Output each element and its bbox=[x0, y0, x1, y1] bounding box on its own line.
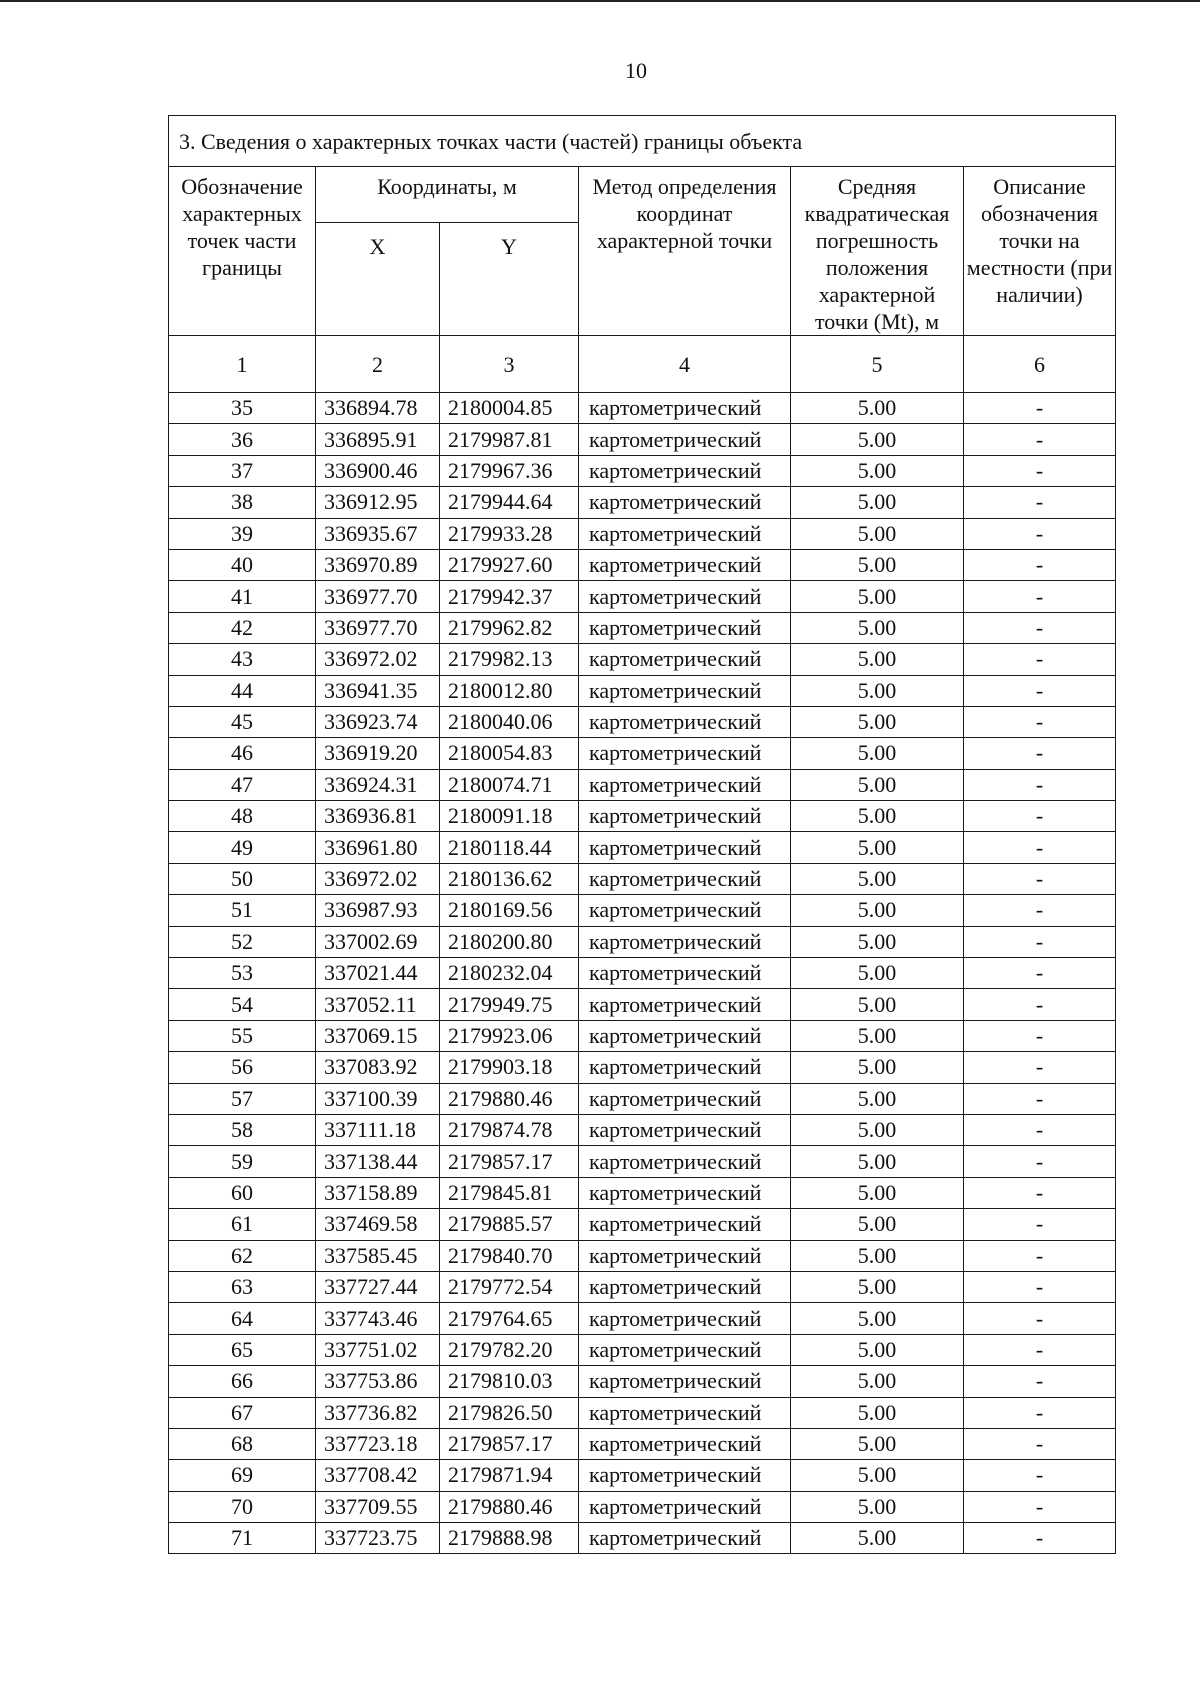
error-cell: 5.00 bbox=[791, 455, 964, 486]
method-cell: картометрический bbox=[579, 769, 791, 800]
point-number-cell: 66 bbox=[169, 1366, 316, 1397]
y-coordinate-cell: 2180040.06 bbox=[440, 706, 579, 737]
error-cell: 5.00 bbox=[791, 581, 964, 612]
error-cell: 5.00 bbox=[791, 612, 964, 643]
table-caption: 3. Сведения о характерных точках части (частей) границы объекта bbox=[169, 116, 1116, 167]
y-coordinate-cell: 2179782.20 bbox=[440, 1334, 579, 1365]
header-description: Описание обозначения точки на местности (при наличии) bbox=[964, 167, 1116, 336]
y-coordinate-cell: 2179923.06 bbox=[440, 1020, 579, 1051]
x-coordinate-cell: 337723.75 bbox=[316, 1523, 440, 1554]
method-cell: картометрический bbox=[579, 1083, 791, 1114]
description-cell: - bbox=[964, 1428, 1116, 1459]
method-cell: картометрический bbox=[579, 581, 791, 612]
table-row bbox=[169, 1491, 1116, 1522]
error-cell: 5.00 bbox=[791, 706, 964, 737]
error-cell: 5.00 bbox=[791, 1146, 964, 1177]
table-row bbox=[169, 958, 1116, 989]
y-coordinate-cell: 2179880.46 bbox=[440, 1491, 579, 1522]
column-number: 5 bbox=[791, 336, 964, 393]
table-row bbox=[169, 1460, 1116, 1491]
method-cell: картометрический bbox=[579, 801, 791, 832]
y-coordinate-cell: 2179888.98 bbox=[440, 1523, 579, 1554]
description-cell: - bbox=[964, 644, 1116, 675]
description-cell: - bbox=[964, 1052, 1116, 1083]
y-coordinate-cell: 2180118.44 bbox=[440, 832, 579, 863]
table-row bbox=[169, 1366, 1116, 1397]
method-cell: картометрический bbox=[579, 1523, 791, 1554]
method-cell: картометрический bbox=[579, 1491, 791, 1522]
description-cell: - bbox=[964, 1460, 1116, 1491]
top-border-line bbox=[0, 0, 1200, 2]
table-body bbox=[169, 116, 1116, 1554]
description-cell: - bbox=[964, 1114, 1116, 1145]
table-row bbox=[169, 455, 1116, 486]
x-coordinate-cell: 337083.92 bbox=[316, 1052, 440, 1083]
x-coordinate-cell: 336961.80 bbox=[316, 832, 440, 863]
description-cell: - bbox=[964, 989, 1116, 1020]
method-cell: картометрический bbox=[579, 612, 791, 643]
error-cell: 5.00 bbox=[791, 424, 964, 455]
x-coordinate-cell: 337736.82 bbox=[316, 1397, 440, 1428]
x-coordinate-cell: 336972.02 bbox=[316, 644, 440, 675]
y-coordinate-cell: 2179857.17 bbox=[440, 1146, 579, 1177]
table-row bbox=[169, 1114, 1116, 1145]
method-cell: картометрический bbox=[579, 1209, 791, 1240]
table-row bbox=[169, 644, 1116, 675]
method-cell: картометрический bbox=[579, 738, 791, 769]
error-cell: 5.00 bbox=[791, 1491, 964, 1522]
point-number-cell: 39 bbox=[169, 518, 316, 549]
point-number-cell: 35 bbox=[169, 393, 316, 424]
description-cell: - bbox=[964, 549, 1116, 580]
point-number-cell: 60 bbox=[169, 1177, 316, 1208]
table-row bbox=[169, 801, 1116, 832]
error-cell: 5.00 bbox=[791, 832, 964, 863]
method-cell: картометрический bbox=[579, 1240, 791, 1271]
x-coordinate-cell: 337111.18 bbox=[316, 1114, 440, 1145]
error-cell: 5.00 bbox=[791, 1428, 964, 1459]
table-row bbox=[169, 1240, 1116, 1271]
method-cell: картометрический bbox=[579, 926, 791, 957]
method-cell: картометрический bbox=[579, 455, 791, 486]
y-coordinate-cell: 2180054.83 bbox=[440, 738, 579, 769]
method-cell: картометрический bbox=[579, 424, 791, 455]
x-coordinate-cell: 337158.89 bbox=[316, 1177, 440, 1208]
y-coordinate-cell: 2179982.13 bbox=[440, 644, 579, 675]
method-cell: картометрический bbox=[579, 549, 791, 580]
description-cell: - bbox=[964, 706, 1116, 737]
description-cell: - bbox=[964, 1146, 1116, 1177]
method-cell: картометрический bbox=[579, 895, 791, 926]
error-cell: 5.00 bbox=[791, 1083, 964, 1114]
table-row bbox=[169, 424, 1116, 455]
y-coordinate-cell: 2180074.71 bbox=[440, 769, 579, 800]
x-coordinate-cell: 337709.55 bbox=[316, 1491, 440, 1522]
y-coordinate-cell: 2180169.56 bbox=[440, 895, 579, 926]
point-number-cell: 63 bbox=[169, 1271, 316, 1302]
point-number-cell: 56 bbox=[169, 1052, 316, 1083]
x-coordinate-cell: 336912.95 bbox=[316, 487, 440, 518]
method-cell: картометрический bbox=[579, 958, 791, 989]
point-number-cell: 59 bbox=[169, 1146, 316, 1177]
column-number: 6 bbox=[964, 336, 1116, 393]
table-row bbox=[169, 769, 1116, 800]
page-number: 10 bbox=[625, 58, 647, 83]
point-number-cell: 51 bbox=[169, 895, 316, 926]
table-row bbox=[169, 1177, 1116, 1208]
description-cell: - bbox=[964, 1209, 1116, 1240]
point-number-cell: 62 bbox=[169, 1240, 316, 1271]
x-coordinate-cell: 337753.86 bbox=[316, 1366, 440, 1397]
table-row bbox=[169, 706, 1116, 737]
y-coordinate-cell: 2179885.57 bbox=[440, 1209, 579, 1240]
y-coordinate-cell: 2179949.75 bbox=[440, 989, 579, 1020]
point-number-cell: 55 bbox=[169, 1020, 316, 1051]
table-row bbox=[169, 1052, 1116, 1083]
description-cell: - bbox=[964, 581, 1116, 612]
method-cell: картометрический bbox=[579, 1271, 791, 1302]
column-number: 4 bbox=[579, 336, 791, 393]
method-cell: картометрический bbox=[579, 1366, 791, 1397]
method-cell: картометрический bbox=[579, 989, 791, 1020]
x-coordinate-cell: 336977.70 bbox=[316, 581, 440, 612]
error-cell: 5.00 bbox=[791, 769, 964, 800]
description-cell: - bbox=[964, 769, 1116, 800]
x-coordinate-cell: 337585.45 bbox=[316, 1240, 440, 1271]
error-cell: 5.00 bbox=[791, 1271, 964, 1302]
error-cell: 5.00 bbox=[791, 1303, 964, 1334]
error-cell: 5.00 bbox=[791, 1020, 964, 1051]
y-coordinate-cell: 2179857.17 bbox=[440, 1428, 579, 1459]
x-coordinate-cell: 337708.42 bbox=[316, 1460, 440, 1491]
method-cell: картометрический bbox=[579, 1397, 791, 1428]
description-cell: - bbox=[964, 832, 1116, 863]
table-row bbox=[169, 675, 1116, 706]
error-cell: 5.00 bbox=[791, 1114, 964, 1145]
table-row bbox=[169, 1334, 1116, 1365]
error-cell: 5.00 bbox=[791, 863, 964, 894]
point-number-cell: 38 bbox=[169, 487, 316, 518]
description-cell: - bbox=[964, 393, 1116, 424]
table-row bbox=[169, 1271, 1116, 1302]
error-cell: 5.00 bbox=[791, 801, 964, 832]
x-coordinate-cell: 337002.69 bbox=[316, 926, 440, 957]
point-number-cell: 71 bbox=[169, 1523, 316, 1554]
description-cell: - bbox=[964, 958, 1116, 989]
point-number-cell: 54 bbox=[169, 989, 316, 1020]
x-coordinate-cell: 336924.31 bbox=[316, 769, 440, 800]
error-cell: 5.00 bbox=[791, 738, 964, 769]
x-coordinate-cell: 336935.67 bbox=[316, 518, 440, 549]
x-coordinate-cell: 337069.15 bbox=[316, 1020, 440, 1051]
table-row bbox=[169, 612, 1116, 643]
method-cell: картометрический bbox=[579, 1020, 791, 1051]
y-coordinate-cell: 2179987.81 bbox=[440, 424, 579, 455]
description-cell: - bbox=[964, 424, 1116, 455]
error-cell: 5.00 bbox=[791, 989, 964, 1020]
table-row bbox=[169, 1083, 1116, 1114]
point-number-cell: 65 bbox=[169, 1334, 316, 1365]
point-number-cell: 69 bbox=[169, 1460, 316, 1491]
header-method: Метод определения координат характерной точки bbox=[579, 167, 791, 336]
y-coordinate-cell: 2179810.03 bbox=[440, 1366, 579, 1397]
column-number: 2 bbox=[316, 336, 440, 393]
method-cell: картометрический bbox=[579, 1428, 791, 1459]
column-number-row bbox=[169, 336, 1116, 393]
description-cell: - bbox=[964, 738, 1116, 769]
description-cell: - bbox=[964, 612, 1116, 643]
y-coordinate-cell: 2180200.80 bbox=[440, 926, 579, 957]
method-cell: картометрический bbox=[579, 1303, 791, 1334]
header-error: Средняя квадратическая погрешность положения характерной точки (Mt), м bbox=[791, 167, 964, 336]
y-coordinate-cell: 2179845.81 bbox=[440, 1177, 579, 1208]
x-coordinate-cell: 337052.11 bbox=[316, 989, 440, 1020]
error-cell: 5.00 bbox=[791, 393, 964, 424]
point-number-cell: 68 bbox=[169, 1428, 316, 1459]
x-coordinate-cell: 337727.44 bbox=[316, 1271, 440, 1302]
error-cell: 5.00 bbox=[791, 1523, 964, 1554]
x-coordinate-cell: 337100.39 bbox=[316, 1083, 440, 1114]
y-coordinate-cell: 2179772.54 bbox=[440, 1271, 579, 1302]
method-cell: картометрический bbox=[579, 1146, 791, 1177]
point-number-cell: 64 bbox=[169, 1303, 316, 1334]
x-coordinate-cell: 336972.02 bbox=[316, 863, 440, 894]
description-cell: - bbox=[964, 1303, 1116, 1334]
table-row bbox=[169, 549, 1116, 580]
x-coordinate-cell: 336970.89 bbox=[316, 549, 440, 580]
table-row bbox=[169, 487, 1116, 518]
error-cell: 5.00 bbox=[791, 644, 964, 675]
description-cell: - bbox=[964, 1083, 1116, 1114]
method-cell: картометрический bbox=[579, 1114, 791, 1145]
description-cell: - bbox=[964, 675, 1116, 706]
table-row bbox=[169, 832, 1116, 863]
x-coordinate-cell: 337021.44 bbox=[316, 958, 440, 989]
table-row bbox=[169, 1303, 1116, 1334]
description-cell: - bbox=[964, 1271, 1116, 1302]
method-cell: картометрический bbox=[579, 1460, 791, 1491]
method-cell: картометрический bbox=[579, 644, 791, 675]
point-number-cell: 61 bbox=[169, 1209, 316, 1240]
point-number-cell: 67 bbox=[169, 1397, 316, 1428]
y-coordinate-cell: 2179942.37 bbox=[440, 581, 579, 612]
header-y: Y bbox=[440, 222, 579, 335]
method-cell: картометрический bbox=[579, 863, 791, 894]
y-coordinate-cell: 2179903.18 bbox=[440, 1052, 579, 1083]
y-coordinate-cell: 2179764.65 bbox=[440, 1303, 579, 1334]
description-cell: - bbox=[964, 487, 1116, 518]
header-x: X bbox=[316, 222, 440, 335]
description-cell: - bbox=[964, 1366, 1116, 1397]
x-coordinate-cell: 336900.46 bbox=[316, 455, 440, 486]
y-coordinate-cell: 2180012.80 bbox=[440, 675, 579, 706]
table-row bbox=[169, 518, 1116, 549]
x-coordinate-cell: 337138.44 bbox=[316, 1146, 440, 1177]
error-cell: 5.00 bbox=[791, 895, 964, 926]
header-coordinates: Координаты, м bbox=[316, 167, 579, 223]
error-cell: 5.00 bbox=[791, 1334, 964, 1365]
table-row bbox=[169, 738, 1116, 769]
table-row bbox=[169, 581, 1116, 612]
x-coordinate-cell: 336977.70 bbox=[316, 612, 440, 643]
x-coordinate-cell: 336936.81 bbox=[316, 801, 440, 832]
error-cell: 5.00 bbox=[791, 1397, 964, 1428]
point-number-cell: 57 bbox=[169, 1083, 316, 1114]
error-cell: 5.00 bbox=[791, 1240, 964, 1271]
x-coordinate-cell: 336923.74 bbox=[316, 706, 440, 737]
method-cell: картометрический bbox=[579, 832, 791, 863]
method-cell: картометрический bbox=[579, 1334, 791, 1365]
point-number-cell: 58 bbox=[169, 1114, 316, 1145]
table-row bbox=[169, 1146, 1116, 1177]
table-row bbox=[169, 1020, 1116, 1051]
table-row bbox=[169, 895, 1116, 926]
error-cell: 5.00 bbox=[791, 1460, 964, 1491]
error-cell: 5.00 bbox=[791, 675, 964, 706]
column-number: 3 bbox=[440, 336, 579, 393]
point-number-cell: 44 bbox=[169, 675, 316, 706]
x-coordinate-cell: 337723.18 bbox=[316, 1428, 440, 1459]
table-row bbox=[169, 1209, 1116, 1240]
y-coordinate-cell: 2179874.78 bbox=[440, 1114, 579, 1145]
table-row bbox=[169, 393, 1116, 424]
y-coordinate-cell: 2179967.36 bbox=[440, 455, 579, 486]
y-coordinate-cell: 2180091.18 bbox=[440, 801, 579, 832]
table-row bbox=[169, 1428, 1116, 1459]
error-cell: 5.00 bbox=[791, 518, 964, 549]
x-coordinate-cell: 337751.02 bbox=[316, 1334, 440, 1365]
error-cell: 5.00 bbox=[791, 958, 964, 989]
y-coordinate-cell: 2179880.46 bbox=[440, 1083, 579, 1114]
table-row bbox=[169, 989, 1116, 1020]
point-number-cell: 43 bbox=[169, 644, 316, 675]
method-cell: картометрический bbox=[579, 393, 791, 424]
description-cell: - bbox=[964, 1020, 1116, 1051]
column-number: 1 bbox=[169, 336, 316, 393]
description-cell: - bbox=[964, 1240, 1116, 1271]
table-row bbox=[169, 863, 1116, 894]
description-cell: - bbox=[964, 455, 1116, 486]
point-number-cell: 46 bbox=[169, 738, 316, 769]
x-coordinate-cell: 337743.46 bbox=[316, 1303, 440, 1334]
description-cell: - bbox=[964, 1491, 1116, 1522]
error-cell: 5.00 bbox=[791, 549, 964, 580]
description-cell: - bbox=[964, 1334, 1116, 1365]
error-cell: 5.00 bbox=[791, 1366, 964, 1397]
y-coordinate-cell: 2180232.04 bbox=[440, 958, 579, 989]
table-row bbox=[169, 926, 1116, 957]
method-cell: картометрический bbox=[579, 487, 791, 518]
description-cell: - bbox=[964, 1397, 1116, 1428]
description-cell: - bbox=[964, 1177, 1116, 1208]
point-number-cell: 52 bbox=[169, 926, 316, 957]
y-coordinate-cell: 2179933.28 bbox=[440, 518, 579, 549]
point-number-cell: 50 bbox=[169, 863, 316, 894]
point-number-cell: 37 bbox=[169, 455, 316, 486]
method-cell: картометрический bbox=[579, 1177, 791, 1208]
y-coordinate-cell: 2179871.94 bbox=[440, 1460, 579, 1491]
x-coordinate-cell: 336894.78 bbox=[316, 393, 440, 424]
error-cell: 5.00 bbox=[791, 926, 964, 957]
description-cell: - bbox=[964, 801, 1116, 832]
x-coordinate-cell: 336987.93 bbox=[316, 895, 440, 926]
point-number-cell: 48 bbox=[169, 801, 316, 832]
error-cell: 5.00 bbox=[791, 1052, 964, 1083]
error-cell: 5.00 bbox=[791, 1177, 964, 1208]
y-coordinate-cell: 2180136.62 bbox=[440, 863, 579, 894]
method-cell: картометрический bbox=[579, 518, 791, 549]
point-number-cell: 53 bbox=[169, 958, 316, 989]
description-cell: - bbox=[964, 926, 1116, 957]
point-number-cell: 49 bbox=[169, 832, 316, 863]
y-coordinate-cell: 2179944.64 bbox=[440, 487, 579, 518]
y-coordinate-cell: 2179962.82 bbox=[440, 612, 579, 643]
point-number-cell: 70 bbox=[169, 1491, 316, 1522]
error-cell: 5.00 bbox=[791, 487, 964, 518]
point-number-cell: 45 bbox=[169, 706, 316, 737]
description-cell: - bbox=[964, 1523, 1116, 1554]
x-coordinate-cell: 336895.91 bbox=[316, 424, 440, 455]
point-number-cell: 47 bbox=[169, 769, 316, 800]
description-cell: - bbox=[964, 895, 1116, 926]
point-number-cell: 40 bbox=[169, 549, 316, 580]
point-number-cell: 41 bbox=[169, 581, 316, 612]
point-number-cell: 42 bbox=[169, 612, 316, 643]
boundary-points-table bbox=[168, 115, 1116, 1554]
x-coordinate-cell: 336941.35 bbox=[316, 675, 440, 706]
x-coordinate-cell: 336919.20 bbox=[316, 738, 440, 769]
error-cell: 5.00 bbox=[791, 1209, 964, 1240]
method-cell: картометрический bbox=[579, 1052, 791, 1083]
method-cell: картометрический bbox=[579, 706, 791, 737]
x-coordinate-cell: 337469.58 bbox=[316, 1209, 440, 1240]
y-coordinate-cell: 2180004.85 bbox=[440, 393, 579, 424]
y-coordinate-cell: 2179826.50 bbox=[440, 1397, 579, 1428]
y-coordinate-cell: 2179927.60 bbox=[440, 549, 579, 580]
description-cell: - bbox=[964, 863, 1116, 894]
point-number-cell: 36 bbox=[169, 424, 316, 455]
y-coordinate-cell: 2179840.70 bbox=[440, 1240, 579, 1271]
header-designation: Обозначение характерных точек части границы bbox=[169, 167, 316, 336]
table-row bbox=[169, 1523, 1116, 1554]
table-row bbox=[169, 1397, 1116, 1428]
method-cell: картометрический bbox=[579, 675, 791, 706]
description-cell: - bbox=[964, 518, 1116, 549]
